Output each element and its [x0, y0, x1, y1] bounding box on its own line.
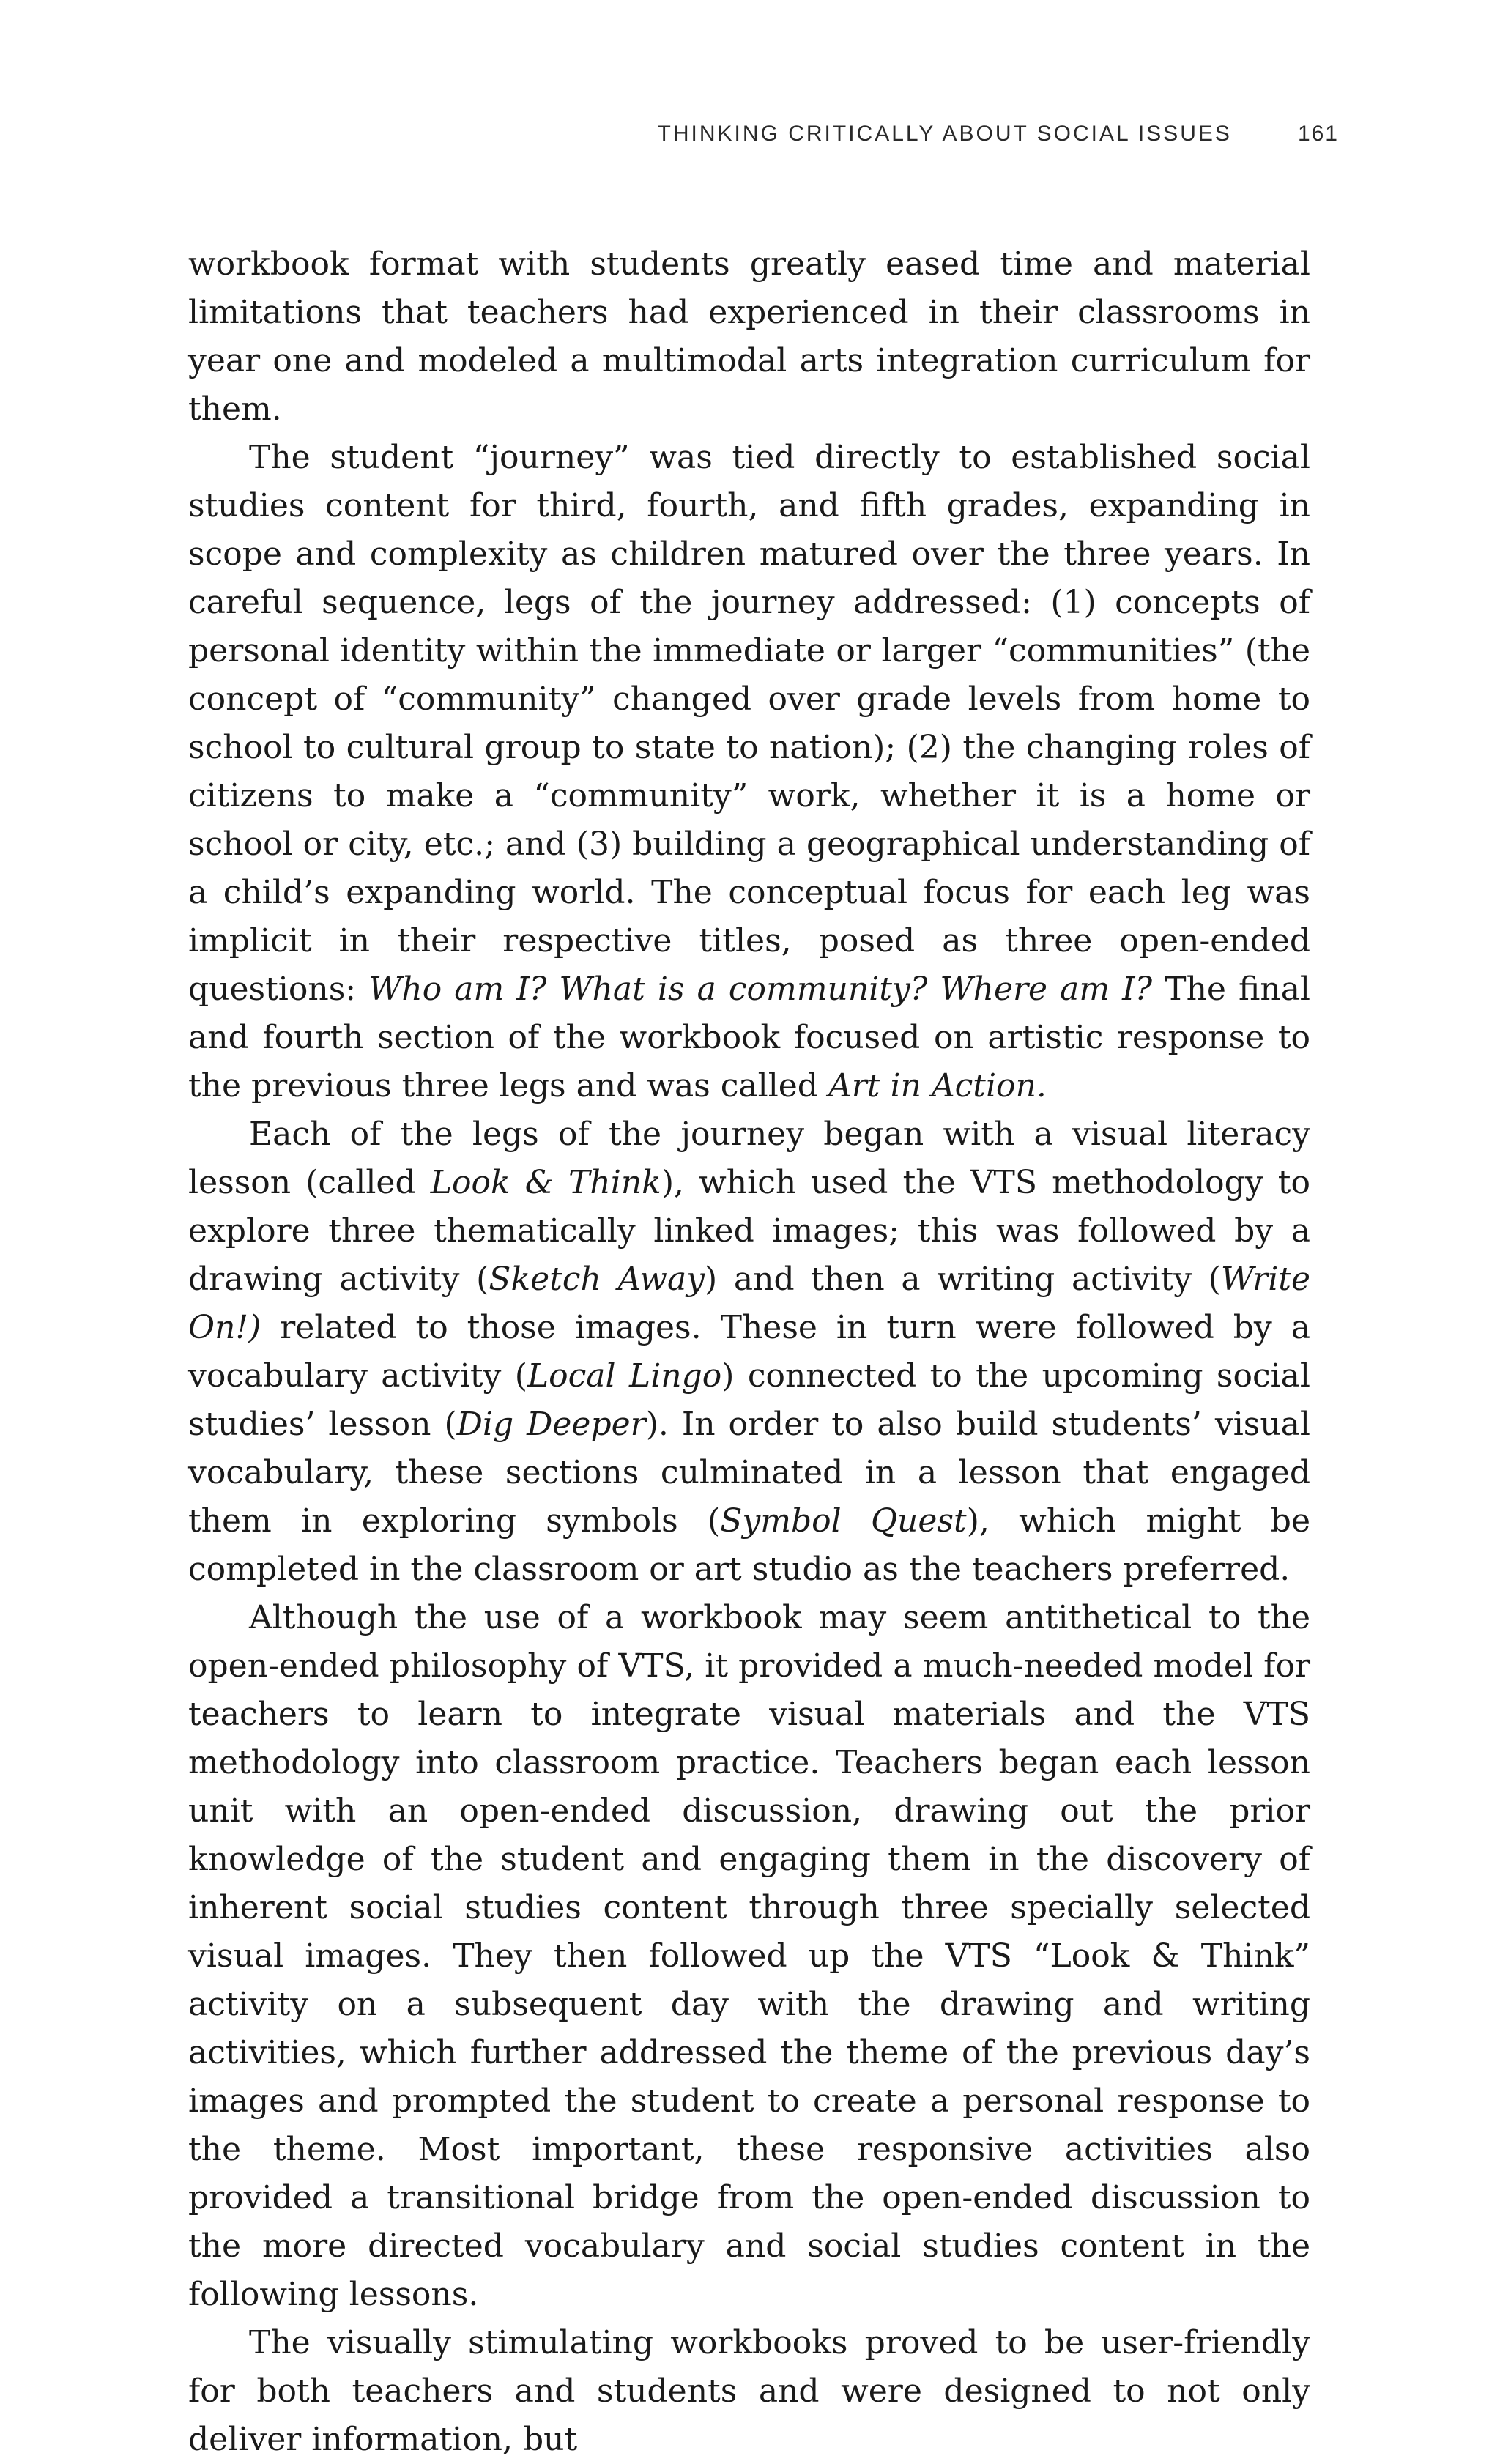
italic-look-and-think: Look & Think: [430, 1164, 661, 1201]
paragraph-user-friendly: [188, 2319, 1310, 2464]
running-head-title: THINKING CRITICALLY ABOUT SOCIAL ISSUES: [657, 122, 1232, 146]
italic-symbol-quest: Symbol Quest: [720, 1502, 967, 1540]
italic-local-lingo: Local Lingo: [527, 1357, 722, 1395]
text-run: ), which used the VTS methodology to explore three thematically linked images; this was followed by a drawing activity (: [188, 1164, 1310, 1298]
text-run: Each of the legs of the journey began with a visual literacy lesson (called: [188, 1116, 1310, 1201]
italic-write-on: Write On!): [188, 1261, 1310, 1346]
italic-questions: Who am I? What is a community? Where am I?: [368, 971, 1153, 1008]
text-run: ) and then a writing activity (: [705, 1261, 1221, 1298]
running-head-line: [658, 122, 1339, 146]
running-head: [513, 119, 1339, 155]
text-run: related to those images. These in turn were followed by a vocabulary activity (: [188, 1309, 1310, 1395]
text-run: ), which might be completed in the classroom or art studio as the teachers preferred.: [188, 1502, 1310, 1588]
paragraph-continuation: [188, 240, 1310, 434]
paragraph-student-journey: [188, 434, 1310, 1110]
paragraph-workbook-model: [188, 1594, 1310, 2319]
italic-art-in-action: Art in Action.: [828, 1067, 1047, 1105]
text-run: The visually stimulating workbooks proved to be user-friendly for both teachers and students and were designed to not only deliver information, but: [188, 2324, 1310, 2458]
italic-dig-deeper: Dig Deeper: [456, 1406, 646, 1443]
body-text: [188, 240, 1310, 2464]
text-run: ). In order to also build students’ visual vocabulary, these sections culminated in a lesson that engaged them in exploring symbols (: [188, 1406, 1310, 1540]
italic-sketch-away: Sketch Away: [489, 1261, 705, 1298]
text-run: The final and fourth section of the workbook focused on artistic response to the previous three legs and was called: [188, 971, 1310, 1105]
text-run: ) connected to the upcoming social studies’ lesson (: [188, 1357, 1310, 1443]
page-number: 161: [1297, 122, 1339, 146]
paragraph-legs-of-journey: [188, 1110, 1310, 1594]
text-run: Although the use of a workbook may seem antithetical to the open-ended philosophy of VTS, it provided a much-needed model for teachers to learn to integrate visual materials and the VTS methodology into classroom practice. Teachers began each lesson unit with an open-ended discussion, drawing out the prior knowledge of the student and engaging them in the discovery of inherent social studies content through three specially selected visual images. They then followed up the VTS “Look & Think” activity on a subsequent day with the drawing and writing activities, which further addressed the theme of the previous day’s images and prompted the student to create a personal response to the theme. Most important, these responsive activities also provided a transitional bridge from the open-ended discussion to the more directed vocabulary and social studies content in the following lessons.: [188, 1599, 1310, 2313]
text-run: workbook format with students greatly eased time and material limitations that teachers had experienced in their classrooms in year one and modeled a multimodal arts integration curriculum for them.: [188, 245, 1310, 428]
text-run: The student “journey” was tied directly to established social studies content for third, fourth, and fifth grades, expanding in scope and complexity as children matured over the three years. In careful sequence, legs of the journey addressed: (1) concepts of personal identity within the immediate or larger “communities” (the concept of “community” changed over grade levels from home to school to cultural group to state to nation); (2) the changing roles of citizens to make a “community” work, whether it is a home or school or city, etc.; and (3) building a geographical understanding of a child’s expanding world. The conceptual focus for each leg was implicit in their respective titles, posed as three open-ended questions:: [188, 439, 1310, 1008]
